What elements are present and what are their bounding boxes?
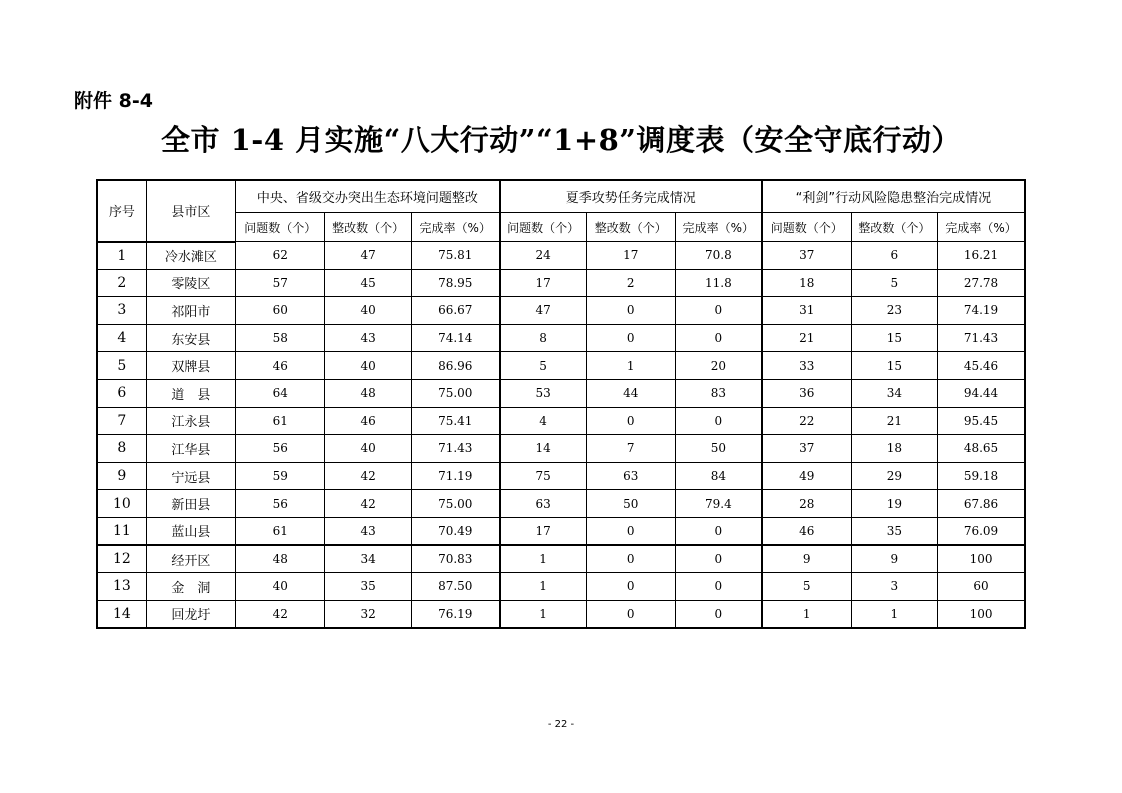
row-g1-fixed: 34 <box>325 545 411 573</box>
row-g2-rate: 0 <box>675 297 761 325</box>
header-seq: 序号 <box>97 180 146 242</box>
row-g3-problems: 18 <box>762 269 851 297</box>
row-g3-fixed: 18 <box>851 435 937 463</box>
row-g1-fixed: 45 <box>325 269 411 297</box>
row-g2-rate: 20 <box>675 352 761 380</box>
row-county-name: 宁远县 <box>146 462 235 490</box>
row-seq: 8 <box>97 435 146 463</box>
header-fixed-2: 整改数（个） <box>586 213 675 242</box>
row-g2-rate: 70.8 <box>675 242 761 270</box>
row-g1-rate: 71.19 <box>411 462 499 490</box>
row-g2-fixed: 0 <box>586 600 675 628</box>
row-g2-rate: 11.8 <box>675 269 761 297</box>
row-g3-rate: 100 <box>938 600 1025 628</box>
row-seq: 9 <box>97 462 146 490</box>
table-row <box>97 490 1025 518</box>
row-g2-rate: 0 <box>675 517 761 545</box>
row-g2-problems: 4 <box>500 407 586 435</box>
row-seq: 6 <box>97 379 146 407</box>
row-g2-problems: 75 <box>500 462 586 490</box>
row-g1-problems: 58 <box>236 324 325 352</box>
header-rate-1: 完成率（%） <box>411 213 499 242</box>
table-row <box>97 379 1025 407</box>
row-county-name: 道 县 <box>146 379 235 407</box>
row-g2-problems: 63 <box>500 490 586 518</box>
row-g3-fixed: 23 <box>851 297 937 325</box>
row-g1-problems: 46 <box>236 352 325 380</box>
row-g3-fixed: 5 <box>851 269 937 297</box>
row-g1-rate: 66.67 <box>411 297 499 325</box>
header-problems-2: 问题数（个） <box>500 213 586 242</box>
row-g1-fixed: 32 <box>325 600 411 628</box>
header-row-groups <box>97 180 1025 213</box>
table-body <box>97 242 1025 628</box>
header-problems-3: 问题数（个） <box>762 213 851 242</box>
row-g2-problems: 53 <box>500 379 586 407</box>
row-g1-fixed: 42 <box>325 490 411 518</box>
row-g2-problems: 1 <box>500 545 586 573</box>
row-seq: 2 <box>97 269 146 297</box>
row-g3-rate: 67.86 <box>938 490 1025 518</box>
row-g3-problems: 31 <box>762 297 851 325</box>
row-county-name: 东安县 <box>146 324 235 352</box>
row-g2-fixed: 44 <box>586 379 675 407</box>
row-g1-rate: 74.14 <box>411 324 499 352</box>
header-group-ecology: 中央、省级交办突出生态环境问题整改 <box>236 180 500 213</box>
row-seq: 10 <box>97 490 146 518</box>
header-group-summer: 夏季攻势任务完成情况 <box>500 180 762 213</box>
row-g1-problems: 42 <box>236 600 325 628</box>
row-g3-problems: 36 <box>762 379 851 407</box>
page-number: - 22 - <box>547 719 575 730</box>
row-g3-rate: 95.45 <box>938 407 1025 435</box>
attachment-label: 附件 8-4 <box>74 90 153 112</box>
row-county-name: 蓝山县 <box>146 517 235 545</box>
row-g2-problems: 1 <box>500 573 586 601</box>
row-g2-rate: 0 <box>675 407 761 435</box>
row-g3-rate: 71.43 <box>938 324 1025 352</box>
row-g1-problems: 61 <box>236 517 325 545</box>
row-county-name: 江永县 <box>146 407 235 435</box>
row-g3-rate: 48.65 <box>938 435 1025 463</box>
row-g2-fixed: 17 <box>586 242 675 270</box>
row-g3-problems: 28 <box>762 490 851 518</box>
row-g3-problems: 9 <box>762 545 851 573</box>
row-g1-fixed: 43 <box>325 324 411 352</box>
row-g1-rate: 75.00 <box>411 379 499 407</box>
row-g2-fixed: 7 <box>586 435 675 463</box>
header-fixed-3: 整改数（个） <box>851 213 937 242</box>
row-seq: 5 <box>97 352 146 380</box>
row-g3-problems: 33 <box>762 352 851 380</box>
row-g2-problems: 47 <box>500 297 586 325</box>
row-g3-rate: 16.21 <box>938 242 1025 270</box>
row-g2-fixed: 50 <box>586 490 675 518</box>
row-g2-rate: 0 <box>675 545 761 573</box>
row-g3-fixed: 6 <box>851 242 937 270</box>
table-row <box>97 242 1025 270</box>
row-county-name: 金 洞 <box>146 573 235 601</box>
row-g1-problems: 56 <box>236 490 325 518</box>
row-g1-problems: 62 <box>236 242 325 270</box>
page-title: 全市 1-4 月实施“八大行动”“1+8”调度表（安全守底行动） <box>161 123 961 157</box>
table-row <box>97 462 1025 490</box>
table-row <box>97 352 1025 380</box>
row-g3-problems: 49 <box>762 462 851 490</box>
row-g2-rate: 84 <box>675 462 761 490</box>
row-g3-rate: 76.09 <box>938 517 1025 545</box>
row-g2-fixed: 0 <box>586 517 675 545</box>
schedule-table <box>96 179 1026 629</box>
row-g1-problems: 59 <box>236 462 325 490</box>
row-g3-problems: 21 <box>762 324 851 352</box>
row-g1-fixed: 46 <box>325 407 411 435</box>
row-seq: 3 <box>97 297 146 325</box>
row-g1-rate: 86.96 <box>411 352 499 380</box>
row-g2-problems: 14 <box>500 435 586 463</box>
row-g2-rate: 83 <box>675 379 761 407</box>
table-row <box>97 600 1025 628</box>
row-seq: 12 <box>97 545 146 573</box>
row-g2-fixed: 0 <box>586 407 675 435</box>
row-g2-problems: 24 <box>500 242 586 270</box>
row-g2-rate: 0 <box>675 324 761 352</box>
row-g2-rate: 0 <box>675 573 761 601</box>
row-g2-fixed: 0 <box>586 545 675 573</box>
row-g3-rate: 60 <box>938 573 1025 601</box>
row-g3-fixed: 21 <box>851 407 937 435</box>
row-g3-problems: 46 <box>762 517 851 545</box>
header-row-subcols <box>97 213 1025 242</box>
table-row <box>97 573 1025 601</box>
row-g1-problems: 57 <box>236 269 325 297</box>
row-seq: 13 <box>97 573 146 601</box>
row-g2-problems: 5 <box>500 352 586 380</box>
row-g1-problems: 61 <box>236 407 325 435</box>
row-g2-rate: 50 <box>675 435 761 463</box>
row-county-name: 双牌县 <box>146 352 235 380</box>
header-problems-1: 问题数（个） <box>236 213 325 242</box>
row-g3-rate: 59.18 <box>938 462 1025 490</box>
table-row <box>97 297 1025 325</box>
row-g2-problems: 1 <box>500 600 586 628</box>
row-g3-fixed: 3 <box>851 573 937 601</box>
table-row <box>97 407 1025 435</box>
row-county-name: 经开区 <box>146 545 235 573</box>
row-g1-rate: 71.43 <box>411 435 499 463</box>
header-rate-3: 完成率（%） <box>938 213 1025 242</box>
row-county-name: 回龙圩 <box>146 600 235 628</box>
row-g3-problems: 5 <box>762 573 851 601</box>
table-row <box>97 324 1025 352</box>
row-g3-rate: 45.46 <box>938 352 1025 380</box>
table-row <box>97 517 1025 545</box>
row-g3-problems: 22 <box>762 407 851 435</box>
row-g3-problems: 37 <box>762 242 851 270</box>
row-g1-fixed: 47 <box>325 242 411 270</box>
row-g3-fixed: 35 <box>851 517 937 545</box>
row-g3-fixed: 1 <box>851 600 937 628</box>
row-g1-rate: 75.41 <box>411 407 499 435</box>
row-g1-problems: 48 <box>236 545 325 573</box>
header-fixed-1: 整改数（个） <box>325 213 411 242</box>
row-g1-problems: 56 <box>236 435 325 463</box>
row-g1-rate: 76.19 <box>411 600 499 628</box>
row-county-name: 江华县 <box>146 435 235 463</box>
row-g3-rate: 27.78 <box>938 269 1025 297</box>
row-g3-rate: 100 <box>938 545 1025 573</box>
header-county: 县市区 <box>146 180 235 242</box>
row-g1-problems: 40 <box>236 573 325 601</box>
row-g2-problems: 17 <box>500 269 586 297</box>
row-g2-fixed: 2 <box>586 269 675 297</box>
row-g1-fixed: 42 <box>325 462 411 490</box>
table-row <box>97 545 1025 573</box>
row-g3-rate: 94.44 <box>938 379 1025 407</box>
row-g2-rate: 0 <box>675 600 761 628</box>
header-group-sword: “利剑”行动风险隐患整治完成情况 <box>762 180 1025 213</box>
row-county-name: 新田县 <box>146 490 235 518</box>
row-seq: 4 <box>97 324 146 352</box>
row-g1-fixed: 40 <box>325 352 411 380</box>
row-g1-rate: 75.00 <box>411 490 499 518</box>
row-g3-fixed: 34 <box>851 379 937 407</box>
row-g2-fixed: 0 <box>586 573 675 601</box>
row-g3-rate: 74.19 <box>938 297 1025 325</box>
row-g3-fixed: 19 <box>851 490 937 518</box>
row-seq: 1 <box>97 242 146 270</box>
row-seq: 7 <box>97 407 146 435</box>
row-g1-rate: 70.49 <box>411 517 499 545</box>
row-g2-fixed: 63 <box>586 462 675 490</box>
row-g2-fixed: 0 <box>586 297 675 325</box>
table-row <box>97 269 1025 297</box>
row-g3-problems: 37 <box>762 435 851 463</box>
row-g2-rate: 79.4 <box>675 490 761 518</box>
row-g2-fixed: 1 <box>586 352 675 380</box>
row-g3-fixed: 9 <box>851 545 937 573</box>
table-row <box>97 435 1025 463</box>
row-g1-problems: 64 <box>236 379 325 407</box>
row-county-name: 零陵区 <box>146 269 235 297</box>
row-g1-fixed: 43 <box>325 517 411 545</box>
row-seq: 11 <box>97 517 146 545</box>
row-county-name: 冷水滩区 <box>146 242 235 270</box>
row-g2-problems: 8 <box>500 324 586 352</box>
row-g1-problems: 60 <box>236 297 325 325</box>
row-g1-rate: 87.50 <box>411 573 499 601</box>
row-county-name: 祁阳市 <box>146 297 235 325</box>
row-g1-fixed: 48 <box>325 379 411 407</box>
row-g3-fixed: 15 <box>851 324 937 352</box>
header-rate-2: 完成率（%） <box>675 213 761 242</box>
row-g3-fixed: 29 <box>851 462 937 490</box>
row-g1-rate: 75.81 <box>411 242 499 270</box>
row-g2-problems: 17 <box>500 517 586 545</box>
row-g1-rate: 78.95 <box>411 269 499 297</box>
row-g1-fixed: 40 <box>325 435 411 463</box>
row-g1-fixed: 40 <box>325 297 411 325</box>
row-g3-fixed: 15 <box>851 352 937 380</box>
row-g1-fixed: 35 <box>325 573 411 601</box>
row-g3-problems: 1 <box>762 600 851 628</box>
row-g1-rate: 70.83 <box>411 545 499 573</box>
row-seq: 14 <box>97 600 146 628</box>
row-g2-fixed: 0 <box>586 324 675 352</box>
